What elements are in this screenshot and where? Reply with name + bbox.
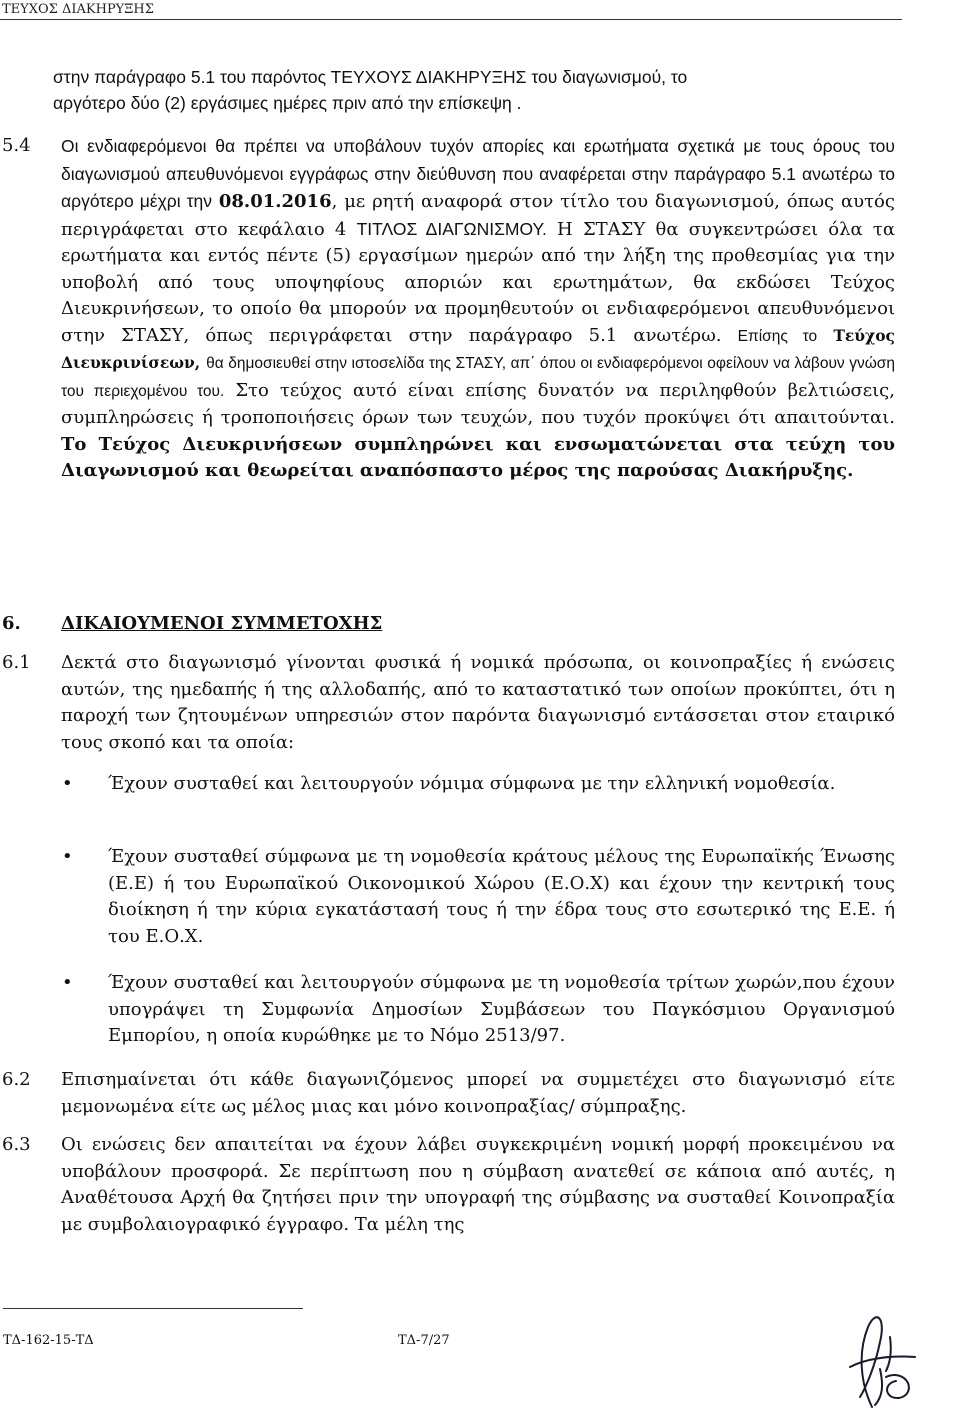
intro-line-2: αργότερο δύο (2) εργάσιμες ημέρες πριν από την επίσκεψη .	[53, 93, 522, 113]
list-item: Έχουν συσταθεί και λειτουργούν νόμιμα σύμφωνα με την ελληνική νομοθεσία.	[108, 773, 836, 794]
paragraph-number-6-2: 6.2	[2, 1069, 31, 1090]
paragraph-5-4: Οι ενδιαφερόμενοι θα πρέπει να υποβάλουν τυχόν απορίες και ερωτήματα σχετικά με τους όρους του διαγωνισμού απευθυνόμενοι εγγράφως στην διεύθυνση που αναφέρεται στην παράγραφο 5.1 ανωτέρω το αργότερο μέχρι την 08.01.2016, με ρητή αναφορά στον τίτλο του διαγωνισμού, όπως αυτός περιγράφεται στο κεφάλαιο 4 ΤΙΤΛΟΣ ΔΙΑΓΩΝΙΣΜΟΥ. Η ΣΤΑΣΥ θα συγκεντρώσει όλα τα ερωτήματα και εντός πέντε (5) εργασίμων ημερών από την λήξη της προθεσμίας για την υποβολή από τους υποψηφίους αποριών και ερωτημάτων, θα εκδώσει Τεύχος Διευκρινήσεων, το οποίο θα μπορούν να προμηθευτούν οι ενδιαφερόμενοι απευθυνόμενοι στην ΣΤΑΣΥ, όπως περιγράφεται στην παράγραφο 5.1 ανωτέρω. Επίσης το Τεύχος Διευκρινίσεων, θα δημοσιευθεί στην ιστοσελίδα της ΣΤΑΣΥ, απ΄ όπου οι ενδιαφερόμενοι οφείλουν να λάβουν γνώση του περιεχομένου του. Στο τεύχος αυτό είναι επίσης δυνατόν να περιληφθούν βελτιώσεις, συμπληρώσεις ή τροποποιήσεις όρων των τευχών, που τυχόν προκύψει ότι απαιτούνται. Το Τεύχος Διευκρινήσεων συμπληρώνει και ενσωματώνεται στα τεύχη του Διαγωνισμού και θεωρείται αναπόσπαστο μέρος της παρούσας Διακήρυξης.	[61, 136, 896, 481]
paragraph-number-6-3: 6.3	[2, 1134, 31, 1155]
footer-page-number: ΤΔ-7/27	[398, 1333, 450, 1348]
section-number-6: 6.	[2, 613, 21, 634]
bullet-dot: •	[62, 972, 73, 993]
paragraph-number-6-1: 6.1	[2, 652, 31, 673]
intro-line-1: στην παράγραφο 5.1 του παρόντος ΤΕΥΧΟΥΣ ΔΙΑΚΗΡΥΞΗΣ του διαγωνισμού, το	[53, 67, 688, 87]
paragraph-6-1: Δεκτά στο διαγωνισμό γίνονται φυσικά ή νομικά πρόσωπα, οι κοινοπραξίες ή ενώσεις αυτών, της ημεδαπής ή της αλλοδαπής, από το καταστατικό των οποίων προκύπτει, ότι η παροχή των ζητουμένων υπηρεσιών στον παρόντα διαγωνισμό εντάσσεται στον εταιρικό τους σκοπό και τα οποία:	[61, 652, 895, 753]
bullet-dot: •	[62, 846, 73, 867]
paragraph-number-5-4: 5.4	[2, 135, 31, 156]
signature-image	[820, 1297, 930, 1415]
bullet-dot: •	[62, 773, 73, 794]
page-header-title: ΤΕΥΧΟΣ ΔΙΑΚΗΡΥΞΗΣ	[2, 2, 154, 17]
list-item: Έχουν συσταθεί και λειτουργούν σύμφωνα με τη νομοθεσία τρίτων χωρών,που έχουν υπογράψει τη Συμφωνία Δημοσίων Συμβάσεων του Παγκόσμιου Οργανισμού Εμπορίου, η οποία κυρώθηκε με το Νόμο 2513/97.	[108, 972, 895, 1046]
section-title-6: ΔΙΚΑΙΟΥΜΕΝΟΙ ΣΥΜΜΕΤΟΧΗΣ	[61, 613, 383, 634]
footer-document-code: ΤΔ-162-15-ΤΔ	[3, 1333, 94, 1348]
list-item: Έχουν συσταθεί σύμφωνα με τη νομοθεσία κράτους μέλους της Ευρωπαϊκής Ένωσης (Ε.Ε) ή του Ευρωπαϊκού Οικονομικού Χώρου (Ε.Ο.Χ) και έχουν την κεντρική τους διοίκηση ή την κύρια εγκατάστασή τους ή την έδρα τους στο εσωτερικό της Ε.Ε. ή του Ε.Ο.Χ.	[108, 846, 895, 947]
paragraph-6-2: Επισημαίνεται ότι κάθε διαγωνιζόμενος μπορεί να συμμετέχει στο διαγωνισμό είτε μεμονωμένα είτε ως μέλος μιας και μόνο κοινοπραξίας/ σύμπραξης.	[61, 1069, 895, 1117]
paragraph-6-3: Οι ενώσεις δεν απαιτείται να έχουν λάβει συγκεκριμένη νομική μορφή προκειμένου να υποβάλουν προσφορά. Σε περίπτωση που η σύμβαση ανατεθεί σε κάποια από αυτές, η Αναθέτουσα Αρχή θα ζητήσει πριν την υπογραφή της σύμβασης να συσταθεί Κοινοπραξία με συμβολαιογραφικό έγγραφο. Τα μέλη της	[61, 1134, 895, 1235]
footer-rule	[3, 1308, 303, 1309]
header-rule	[0, 19, 902, 20]
